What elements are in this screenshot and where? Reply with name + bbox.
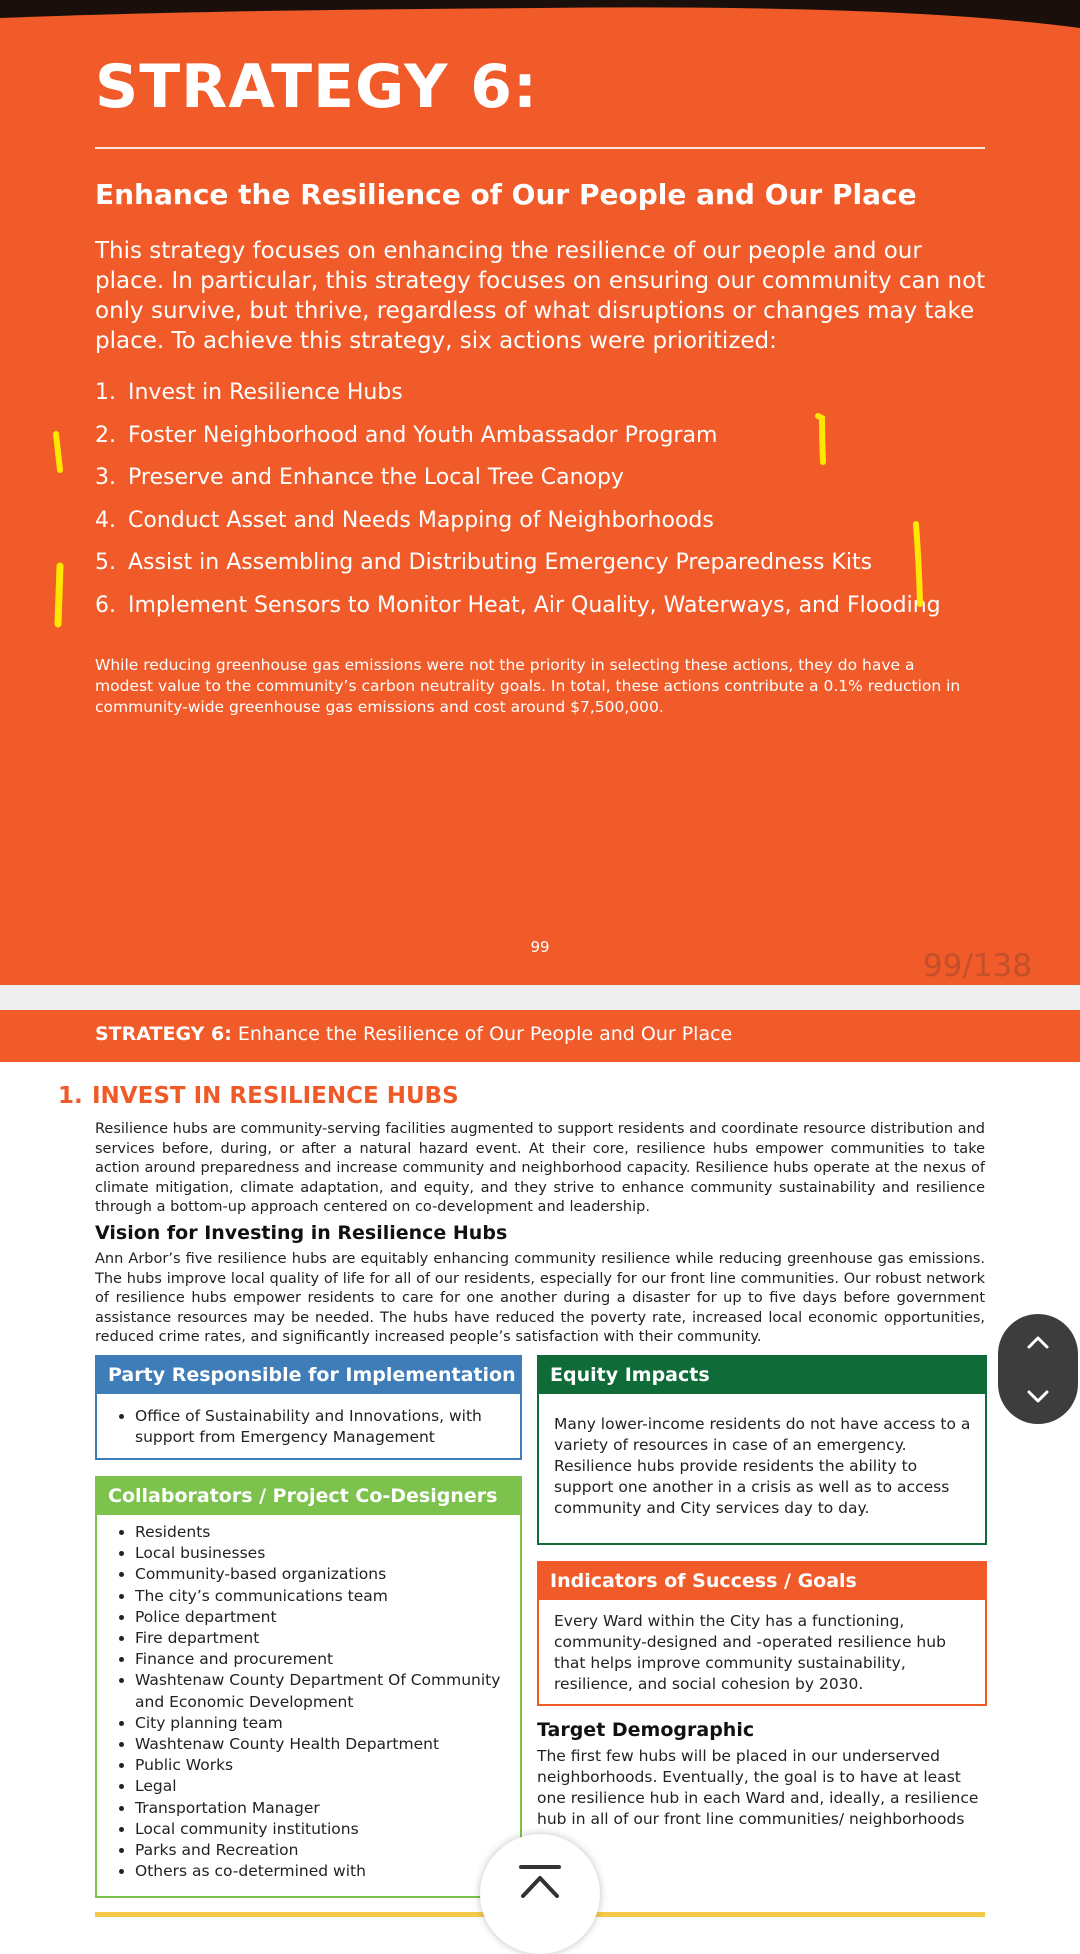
action-item: 4. Conduct Asset and Needs Mapping of Neighborhoods — [95, 507, 714, 533]
list-item: • Local businesses — [135, 1543, 520, 1564]
section-title: 1. INVEST IN RESILIENCE HUBS — [58, 1083, 459, 1109]
party-responsible-list — [97, 1394, 520, 1448]
equity-impacts-text: Many lower-income residents do not have access to a variety of resources in case of an emergency. Resilience hubs provide residents the ability to support one another in a crisis as well as to access community and City services day to day. — [554, 1415, 971, 1517]
chevron-up-icon — [1026, 1334, 1050, 1350]
list-item: • Local community institutions — [135, 1819, 520, 1840]
page-header-band — [0, 1010, 1080, 1062]
list-item: • City planning team — [135, 1713, 520, 1734]
page-nav-control — [998, 1314, 1078, 1424]
list-item: • Parks and Recreation — [135, 1840, 520, 1861]
equity-impacts-box — [537, 1355, 987, 1545]
emissions-note: While reducing greenhouse gas emissions were not the priority in selecting these actions, they do have a modest value to the community’s carbon neutrality goals. In total, these actions contribute a 0.1% reduction in community-wide greenhouse gas emissions and cost around $7,500,000. — [95, 656, 961, 716]
indicators-heading: Indicators of Success / Goals — [539, 1563, 985, 1600]
list-item: • Public Works — [135, 1755, 520, 1776]
list-item: • Transportation Manager — [135, 1798, 520, 1819]
chevron-down-icon — [1026, 1389, 1050, 1405]
collaborators-list — [97, 1515, 520, 1882]
page-number: 99 — [530, 938, 550, 956]
list-item: • Office of Sustainability and Innovations, with support from Emergency Management — [135, 1406, 520, 1448]
action-list — [95, 378, 995, 633]
list-item: • Finance and procurement — [135, 1649, 520, 1670]
target-demographic-heading: Target Demographic — [537, 1719, 755, 1741]
highlighter-mark — [812, 410, 832, 468]
action-item: 5. Assist in Assembling and Distributing Emergency Preparedness Kits — [95, 550, 873, 575]
highlighter-mark — [50, 560, 70, 630]
page-top-curve — [0, 0, 1080, 40]
list-item: • Police department — [135, 1607, 520, 1628]
scroll-to-top-button[interactable] — [480, 1834, 600, 1954]
indicators-text: Every Ward within the City has a functioning, community-designed and -operated resilience hub that helps improve community sustainability, resilience, and social cohesion by 2030. — [554, 1612, 946, 1693]
party-responsible-heading: Party Responsible for Implementation — [97, 1357, 520, 1394]
list-item: • Community-based organizations — [135, 1564, 520, 1585]
strategy-intro: This strategy focuses on enhancing the resilience of our people and our place. In particular, this strategy focuses on ensuring our community can not only survive, but thrive, regardless of what disruptions or changes may take place. To achieve this strategy, six actions were prioritized: — [95, 238, 986, 354]
page-separator — [0, 985, 1080, 1010]
strategy-subtitle: Enhance the Resilience of Our People and Our Place — [95, 178, 917, 211]
action-item: 6. Implement Sensors to Monitor Heat, Air Quality, Waterways, and Flooding — [95, 592, 941, 618]
list-item: • Fire department — [135, 1628, 520, 1649]
party-responsible-box — [95, 1355, 522, 1460]
next-page-button[interactable] — [998, 1369, 1078, 1424]
collaborators-box — [95, 1476, 522, 1898]
list-item: • Legal — [135, 1776, 520, 1797]
action-item: 3. Preserve and Enhance the Local Tree Canopy — [95, 465, 624, 490]
list-item: • Residents — [135, 1522, 520, 1543]
highlighter-mark — [48, 430, 68, 475]
scroll-to-top-icon — [517, 1864, 563, 1900]
indicators-box — [537, 1561, 987, 1706]
highlighter-mark — [908, 520, 928, 610]
vision-heading: Vision for Investing in Resilience Hubs — [95, 1222, 508, 1244]
action-item: 1. Invest in Resilience Hubs — [95, 380, 403, 405]
section-intro: Resilience hubs are community-serving facilities augmented to support residents and coordinate resource distribution and services before, during, or after a natural hazard event. At their core, resilience hubs empower communities to take action around preparedness and increase community and neighborhood capacity. Resilience hubs operate at the nexus of climate mitigation, climate adaptation, and equity, and they strive to enhance community sustainability and resilience through a bottom-up approach centered on co-development and leadership. — [95, 1121, 985, 1215]
strategy-title: STRATEGY 6: — [95, 52, 539, 122]
page-header-text: STRATEGY 6: Enhance the Resilience of Our People and Our Place — [95, 1023, 733, 1045]
list-item: • The city’s communications team — [135, 1586, 520, 1607]
equity-impacts-heading: Equity Impacts — [539, 1357, 985, 1394]
vision-text: Ann Arbor’s five resilience hubs are equitably enhancing community resilience while reducing greenhouse gas emissions. The hubs improve local quality of life for all of our residents, especially for our front line communities. Our robust network of resilience hubs empower residents to care for one another during a disaster for up to five days before government assistance resources may be needed. The hubs have reduced the poverty rate, increased local economic opportunities, reduced crime rates, and significantly increased people’s satisfaction with their community. — [95, 1251, 985, 1345]
list-item: • Others as co-determined with — [135, 1861, 520, 1882]
list-item: • Washtenaw County Health Department — [135, 1734, 520, 1755]
list-item: • Washtenaw County Department Of Community and Economic Development — [135, 1670, 520, 1712]
page-counter: 99/138 — [922, 948, 1032, 984]
collaborators-heading: Collaborators / Project Co-Designers — [97, 1478, 520, 1515]
title-divider — [95, 147, 985, 149]
target-demographic-text: The first few hubs will be placed in our underserved neighborhoods. Eventually, the goal is to have at least one resilience hub in each Ward and, ideally, a resilience hub in all of our front line communities/ neighborhoods — [537, 1747, 979, 1828]
previous-page-button[interactable] — [998, 1314, 1078, 1369]
action-item: 2. Foster Neighborhood and Youth Ambassador Program — [95, 422, 718, 448]
